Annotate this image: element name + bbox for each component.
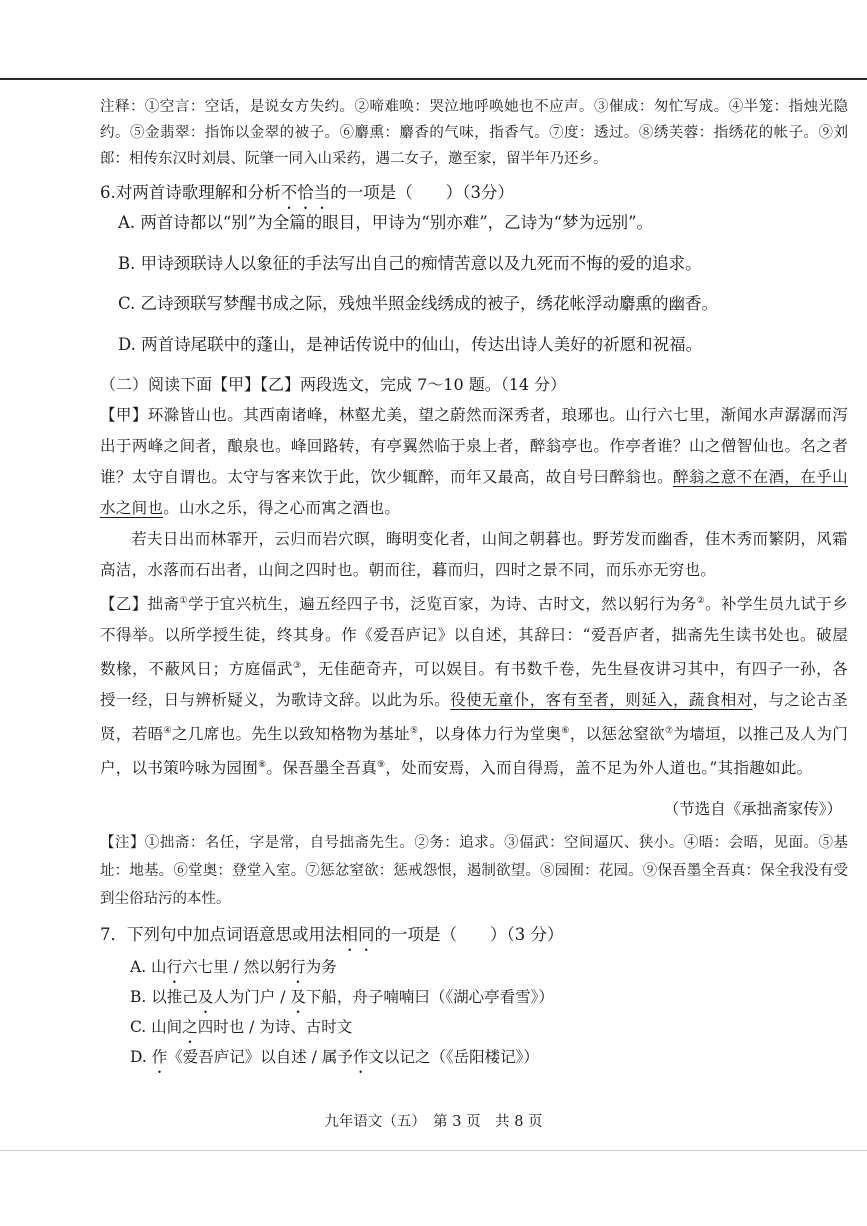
emphasis-dot-char: 之 (182, 1017, 198, 1036)
emphasis-dot-char: 行 (290, 957, 306, 976)
emphasis-dot-char: 作 (151, 1047, 168, 1066)
passage-source: （节选自《承拙斋家传》） (663, 799, 842, 818)
emphasis-dot-char: 不 (280, 183, 298, 202)
passage-footnotes: 【注】①拙斋：名任，字是常，自号拙斋先生。②务：追求。③偪武：空间逼仄、狭小。④晤：会晤，见面。⑤基址：地基。⑥堂奥：登堂入室。⑦惩忿窒欲：惩戒怨恨，遏制欲望。⑧园囿：花园。⑨保吾墨全吾真：保全我没有受到尘俗玷污的本性。 (100, 834, 848, 907)
footnote-marker: ⑥ (561, 726, 570, 737)
q6-option-c: C. 乙诗颈联写梦醒书成之际，残烛半照金线绣成的被子，绣花帐浮动麝熏的幽香。 (118, 294, 719, 313)
q7-option-c: C. 山间之四时也 / 为诗、古时文 (130, 1017, 353, 1036)
section-2-header: （二）阅读下面【甲】【乙】两段选文，完成 7～10 题。（14 分） (100, 375, 567, 394)
underlined-sentence: 醉翁之意不在酒，在乎山水之间也 (100, 468, 848, 517)
footnote-marker: ⑦ (665, 726, 674, 737)
q6-option-b: B. 甲诗颈联诗人以象征的手法写出自己的痴情苦意以及九死而不悔的爱的追求。 (118, 253, 702, 273)
poem-annotation: 注释：①空言：空话，是说女方失约。②啼难唤：哭泣地呼唤她也不应声。③催成：匆忙写成。④半笼：指烛光隐约。⑤金翡翠：指饰以金翠的被子。⑥麝熏：麝香的气味，指香气。⑦度：透过。⑧绣芙蓉：指绣花的帐子。⑨刘郎：相传东汉时刘晨、阮肇一同入山采药，遇二女子，邀至家，留半年乃还乡。 (100, 99, 848, 167)
document-body (100, 94, 848, 1073)
footnote-marker: ④ (163, 726, 172, 737)
footnote-marker: ① (179, 596, 188, 606)
q7-option-a: A. 山行六七里 / 然以躬行为务 (130, 957, 337, 976)
footnote-marker: ⑧ (258, 760, 267, 771)
q7-option-b: B. 以推己及人为门户 / 及下船，舟子喃喃曰（《湖心亭看雪》） (130, 987, 554, 1006)
emphasis-dot-char: 同 (358, 924, 375, 944)
emphasis-dot-char: 作 (352, 1047, 369, 1066)
emphasis-dot-char: 当 (313, 183, 331, 202)
footnote-marker: ⑨ (377, 760, 386, 771)
page-footer: 九年语文（五） 第 3 页 共 8 页 (324, 1114, 543, 1130)
footnote-marker: ③ (292, 661, 302, 672)
emphasis-dot-char: 相 (341, 924, 358, 944)
emphasis-dot-char: 及 (290, 987, 306, 1006)
page-top-rule (0, 78, 867, 80)
q7-option-d: D. 作《爱吾庐记》以自述 / 属予作文以记之（《岳阳楼记》） (130, 1047, 539, 1066)
footnote-marker: ② (696, 596, 706, 606)
q6-option-d: D. 两首诗尾联中的蓬山，是神话传说中的仙山，传达出诗人美好的祈愿和祝福。 (118, 334, 703, 354)
q6-option-a: A. 两首诗都以“别”为全篇的眼目，甲诗为“别亦难”，乙诗为“梦为远别”。 (118, 213, 654, 232)
passage-jia-paragraph-2: 若夫日出而林霏开，云归而岩穴暝，晦明变化者，山间之朝暮也。野芳发而幽香，佳木秀而繁阴，风霜高洁，水落而石出者，山间之四时也。朝而往，暮而归，四时之景不同，而乐亦无穷也。 (100, 530, 848, 579)
passage-yi: 【乙】拙斋①学于宜兴杭生，遍五经四子书，泛览百家，为诗、古时文，然以躬行为务②。补学生员九试于乡不得举。以所学授生徒，终其身。作《爱吾庐记》以自述，其辞曰：“爱吾庐者，拙斋先生读书处也。破屋数椽，不蔽风日；方庭偪武③，无佳葩奇卉，可以娱目。有书数千卷，先生昼夜讲习其中，有四子一孙，各授一经，日与辨析疑义，为歌诗文辞。以此为乐。役使无童仆，客有至者，则延入，蔬食相对，与之论古圣贤，若晤④之几席也。先生以致知格物为基址⑤，以身体力行为堂奥⑥，以惩忿窒欲⑦为墙垣，以推己及人为门户，以书策吟咏为园囿⑧。保吾墨全吾真⑨，处而安焉，入而自得焉，盖不足为外人道也。”其指趣如此。 (100, 595, 849, 778)
underlined-sentence: 役使无童仆，客有至者，则延入，蔬食相对 (450, 691, 753, 710)
emphasis-dot-char: 恰 (297, 183, 314, 202)
question-7-stem: 7．下列句中加点词语意思或用法相同的一项是（ ）（3 分） (100, 924, 564, 944)
page-bottom-rule (0, 1150, 867, 1151)
emphasis-dot-char: 及 (197, 987, 214, 1006)
passage-jia: 【甲】环滁皆山也。其西南诸峰，林壑尤美，望之蔚然而深秀者，琅琊也。山行六七里，渐闻水声潺潺而泻出于两峰之间者，酿泉也。峰回路转，有亭翼然临于泉上者，醉翁亭也。作亭者谁？山之僧智仙也。名之者谁？太守自谓也。太守与客来饮于此，饮少辄醉，而年又最高，故自号曰醉翁也。醉翁之意不在酒，在乎山水之间也。山水之乐，得之心而寓之酒也。 (100, 406, 848, 517)
footnote-marker: ⑤ (410, 726, 419, 737)
emphasis-dot-char: 行 (166, 957, 183, 976)
question-6-stem: 6.对两首诗歌理解和分析不恰当的一项是（ ）（3分） (100, 183, 514, 202)
